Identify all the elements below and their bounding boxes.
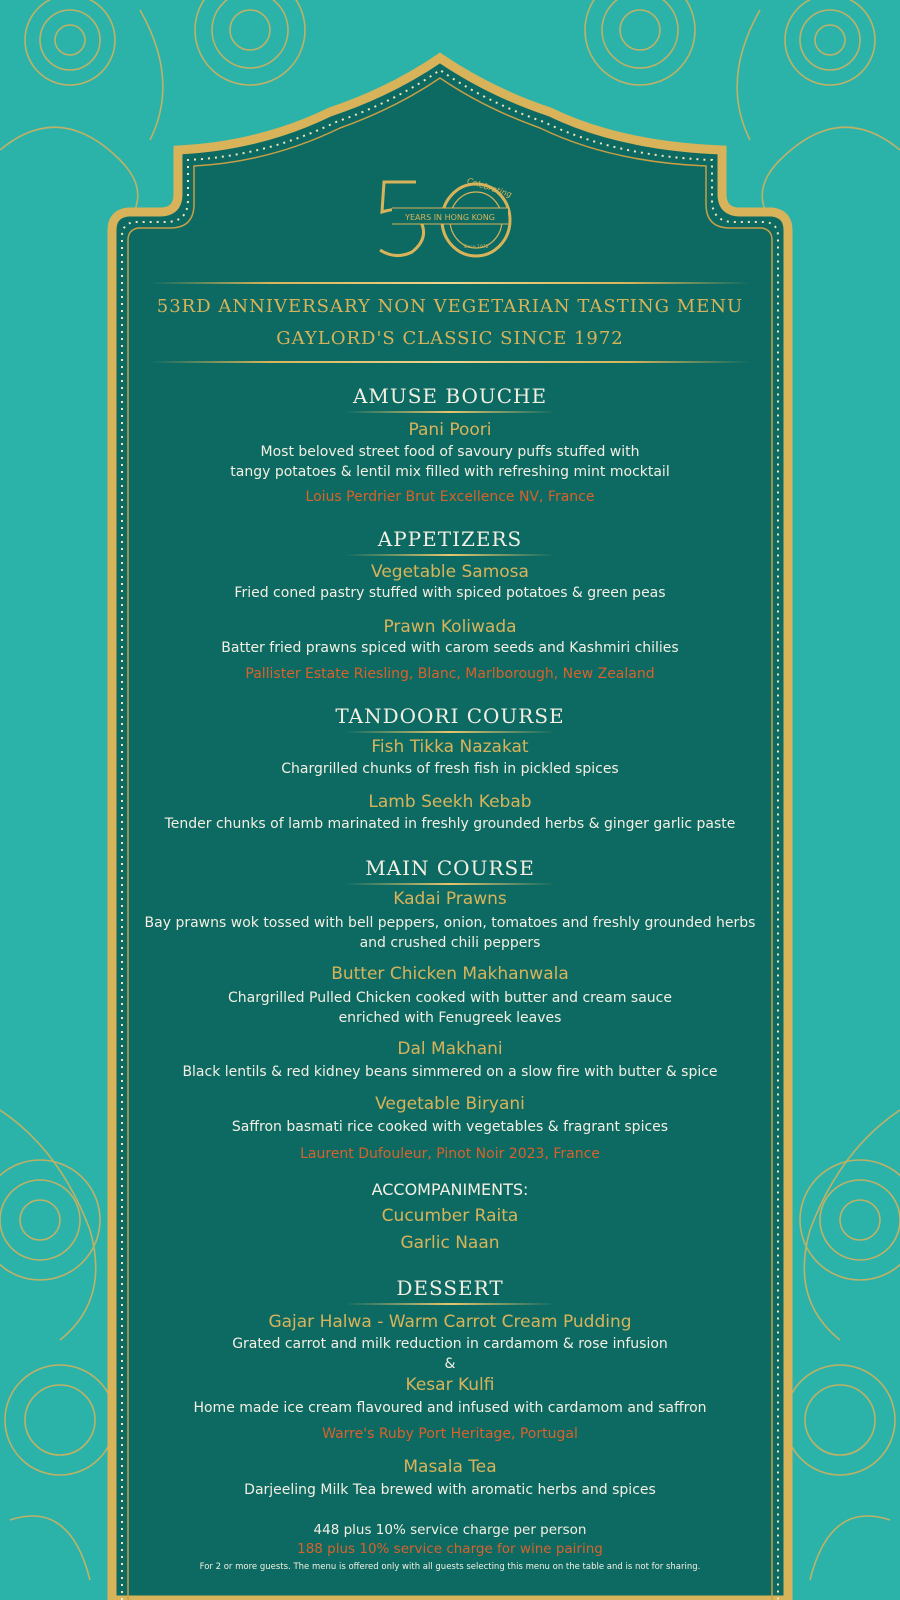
section-heading: DESSERT xyxy=(396,1276,504,1300)
svg-text:YEARS IN HONG KONG: YEARS IN HONG KONG xyxy=(405,213,495,222)
dish-description: enriched with Fenugreek leaves xyxy=(338,1010,562,1026)
wine-pairing: Laurent Dufouleur, Pinot Noir 2023, France xyxy=(300,1146,600,1162)
svg-text:Celebrating: Celebrating xyxy=(465,176,513,200)
section-main-course xyxy=(140,856,760,885)
dish-name: Vegetable Biryani xyxy=(375,1094,525,1114)
dish-name: Masala Tea xyxy=(403,1457,497,1477)
section-appetizers xyxy=(140,527,760,556)
dish-description: and crushed chili peppers xyxy=(359,935,541,951)
section-heading: TANDOORI COURSE xyxy=(335,704,565,728)
section-rule xyxy=(345,1303,555,1305)
svg-text:Since 1972: Since 1972 xyxy=(463,245,489,250)
ampersand: & xyxy=(444,1356,456,1372)
dish-name: Kadai Prawns xyxy=(393,889,507,909)
dish-name: Fish Tikka Nazakat xyxy=(371,737,529,757)
section-rule xyxy=(345,731,555,733)
dish-name: Lamb Seekh Kebab xyxy=(368,792,532,812)
section-tandoori xyxy=(140,704,760,733)
dish-name: Gajar Halwa - Warm Carrot Cream Pudding xyxy=(268,1312,632,1332)
dish-description: Bay prawns wok tossed with bell peppers, onion, tomatoes and freshly grounded herbs xyxy=(144,915,756,931)
dish-description: Black lentils & red kidney beans simmered on a slow fire with butter & spice xyxy=(182,1064,718,1080)
wine-pairing: Loius Perdrier Brut Excellence NV, France xyxy=(305,489,595,505)
menu-subtitle: GAYLORD'S CLASSIC SINCE 1972 xyxy=(276,328,624,349)
wine-pairing-price: 188 plus 10% service charge for wine pairing xyxy=(297,1541,603,1557)
section-heading: APPETIZERS xyxy=(377,527,523,551)
dish-name: Butter Chicken Makhanwala xyxy=(331,964,569,984)
dish-description: Chargrilled chunks of fresh fish in pickled spices xyxy=(281,761,619,777)
dish-name: Prawn Koliwada xyxy=(383,617,517,637)
dish-name: Pani Poori xyxy=(408,420,492,440)
dish-description: Most beloved street food of savoury puffs stuffed with xyxy=(260,444,640,460)
header-rule-bottom xyxy=(150,361,750,363)
wine-pairing: Warre's Ruby Port Heritage, Portugal xyxy=(322,1426,578,1442)
header-rule-top xyxy=(150,282,750,284)
section-heading: AMUSE BOUCHE xyxy=(352,384,548,408)
accompaniment-item: Cucumber Raita xyxy=(381,1206,519,1226)
menu-content xyxy=(140,0,760,1600)
dish-description: Fried coned pastry stuffed with spiced potatoes & green peas xyxy=(234,585,666,601)
wine-pairing: Pallister Estate Riesling, Blanc, Marlborough, New Zealand xyxy=(245,666,655,682)
section-rule xyxy=(345,411,555,413)
section-heading: MAIN COURSE xyxy=(365,856,535,880)
section-rule xyxy=(345,554,555,556)
dish-description: Grated carrot and milk reduction in cardamom & rose infusion xyxy=(232,1336,668,1352)
dish-description: Batter fried prawns spiced with carom seeds and Kashmiri chilies xyxy=(221,640,679,656)
anniversary-logo xyxy=(376,176,524,260)
terms-note: For 2 or more guests. The menu is offered only with all guests selecting this menu on the table and is not for sharing. xyxy=(199,1562,701,1572)
section-amuse-bouche xyxy=(140,384,760,413)
dish-description: Darjeeling Milk Tea brewed with aromatic herbs and spices xyxy=(244,1482,656,1498)
menu-title: 53RD ANNIVERSARY NON VEGETARIAN TASTING MENU xyxy=(156,296,744,317)
dish-name: Dal Makhani xyxy=(397,1039,503,1059)
dish-description: tangy potatoes & lentil mix filled with refreshing mint mocktail xyxy=(230,464,670,480)
accompaniment-item: Garlic Naan xyxy=(400,1233,500,1253)
dish-description: Saffron basmati rice cooked with vegetables & fragrant spices xyxy=(231,1119,669,1135)
dish-name: Kesar Kulfi xyxy=(405,1375,495,1395)
price-per-person: 448 plus 10% service charge per person xyxy=(313,1522,587,1538)
dish-description: Home made ice cream flavoured and infused with cardamom and saffron xyxy=(193,1400,707,1416)
dish-description: Tender chunks of lamb marinated in freshly grounded herbs & ginger garlic paste xyxy=(164,816,736,832)
dish-description: Chargrilled Pulled Chicken cooked with butter and cream sauce xyxy=(228,990,672,1006)
dish-name: Vegetable Samosa xyxy=(371,562,529,582)
accompaniments-heading: ACCOMPANIMENTS: xyxy=(371,1180,529,1199)
section-rule xyxy=(345,883,555,885)
section-dessert xyxy=(140,1276,760,1305)
